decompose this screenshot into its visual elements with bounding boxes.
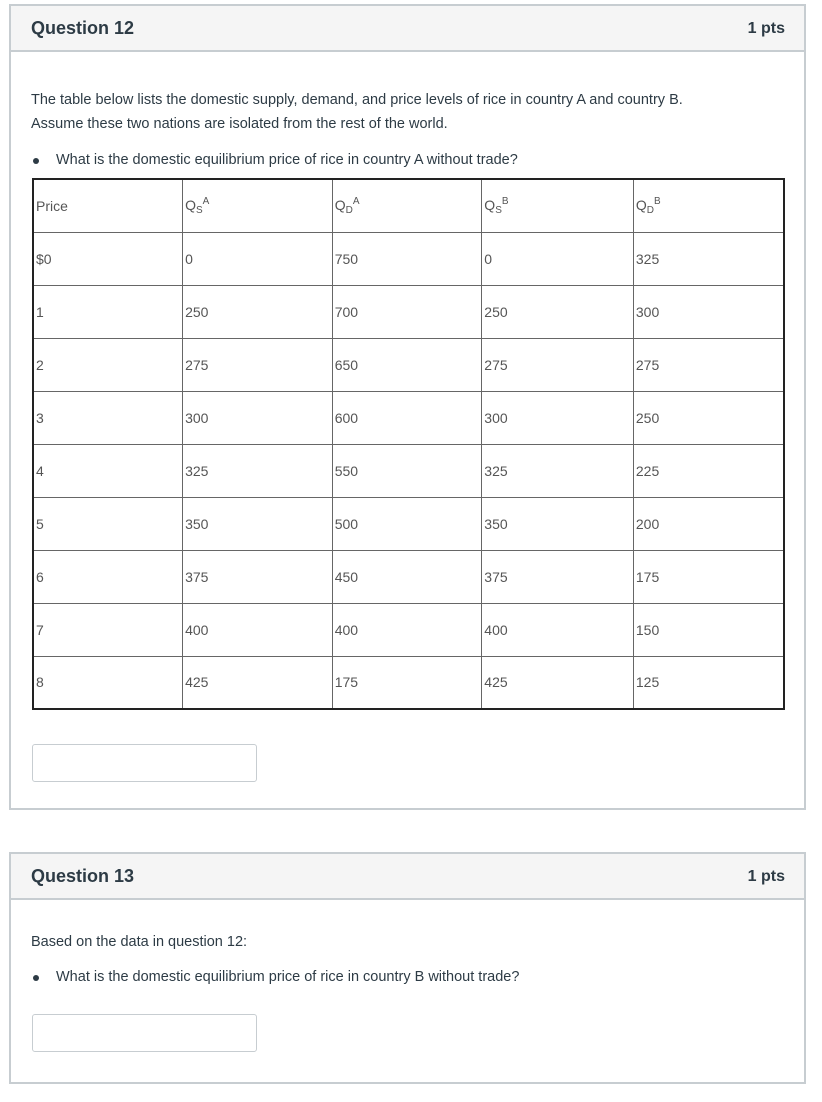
table-cell: 0 — [482, 232, 634, 285]
header-main-text: Q — [185, 196, 196, 213]
question-13-intro: Based on the data in question 12: — [31, 934, 248, 950]
table-cell: 400 — [482, 603, 634, 656]
question-12-card — [9, 4, 806, 810]
bullet-icon — [33, 158, 39, 164]
table-cell: 300 — [482, 391, 634, 444]
table-cell: 650 — [332, 338, 482, 391]
question-13-title: Question 13 — [31, 866, 135, 886]
table-cell: 550 — [332, 444, 482, 497]
header-main-text: Q — [484, 196, 496, 213]
question-13-bullet — [31, 967, 519, 987]
header-subscript: S — [196, 204, 203, 216]
table-cell: 150 — [633, 603, 784, 656]
table-header-cell — [482, 179, 634, 232]
header-subscript: S — [495, 204, 502, 216]
table-header-row — [33, 179, 784, 232]
table-cell: 275 — [183, 338, 333, 391]
table-cell: 1 — [33, 285, 183, 338]
question-13-header — [11, 854, 804, 900]
table-cell: 300 — [633, 285, 784, 338]
header-superscript: B — [654, 195, 661, 207]
table-body — [33, 232, 784, 709]
table-cell: 350 — [482, 497, 634, 550]
question-12-answer-input[interactable] — [32, 744, 257, 782]
table-cell: 4 — [33, 444, 183, 497]
table-cell: 275 — [482, 338, 634, 391]
header-superscript: A — [202, 195, 210, 207]
table-cell: 425 — [183, 656, 333, 709]
table-row — [33, 391, 784, 444]
table-cell: 600 — [332, 391, 482, 444]
table-cell: 450 — [332, 550, 482, 603]
table-cell: 7 — [33, 603, 183, 656]
table-row — [33, 497, 784, 550]
question-13-points: 1 pts — [747, 868, 785, 885]
table-cell: 400 — [183, 603, 333, 656]
table-cell: 250 — [633, 391, 784, 444]
header-superscript: B — [501, 195, 509, 207]
table-cell: 3 — [33, 391, 183, 444]
header-subscript: D — [646, 204, 654, 216]
header-subscript: D — [345, 204, 353, 216]
table-cell: 6 — [33, 550, 183, 603]
table-cell: 250 — [183, 285, 333, 338]
table-cell: 325 — [183, 444, 333, 497]
question-13-card — [9, 852, 806, 1084]
table-header-cell — [33, 179, 183, 232]
table-cell: 125 — [633, 656, 784, 709]
header-main-text: Q — [334, 196, 346, 213]
table-cell: 325 — [482, 444, 634, 497]
rice-data-table — [32, 178, 785, 710]
table-cell: $0 — [33, 232, 183, 285]
table-cell: 8 — [33, 656, 183, 709]
bullet-icon — [33, 975, 39, 981]
table-cell: 700 — [332, 285, 482, 338]
question-12-bullet — [31, 150, 518, 170]
table-cell: 325 — [633, 232, 784, 285]
table-cell: 350 — [183, 497, 333, 550]
table-cell: 2 — [33, 338, 183, 391]
header-main-text: Q — [635, 196, 647, 213]
question-13-answer-input[interactable] — [32, 1014, 257, 1052]
table-cell: 300 — [183, 391, 333, 444]
question-12-header — [11, 6, 804, 52]
table-header-cell — [332, 179, 482, 232]
table-cell: 5 — [33, 497, 183, 550]
table-cell: 200 — [633, 497, 784, 550]
table-cell: 500 — [332, 497, 482, 550]
table-cell: 425 — [482, 656, 634, 709]
table-row — [33, 550, 784, 603]
table-row — [33, 232, 784, 285]
question-12-intro-line-1: The table below lists the domestic supply, demand, and price levels of rice in country A and country B. — [31, 92, 683, 108]
table-cell: 175 — [633, 550, 784, 603]
table-cell: 250 — [482, 285, 634, 338]
table-header-cell — [183, 179, 333, 232]
table-cell: 750 — [332, 232, 482, 285]
table-row — [33, 338, 784, 391]
table-cell: 275 — [633, 338, 784, 391]
table-cell: 225 — [633, 444, 784, 497]
table-row — [33, 656, 784, 709]
table-row — [33, 603, 784, 656]
table-row — [33, 285, 784, 338]
table-row — [33, 444, 784, 497]
table-cell: 175 — [332, 656, 482, 709]
table-cell: 375 — [482, 550, 634, 603]
question-13-bullet-text: What is the domestic equilibrium price of rice in country B without trade? — [56, 969, 520, 985]
header-main-text: Price — [36, 197, 68, 214]
question-12-intro-line-2: Assume these two nations are isolated from the rest of the world. — [31, 116, 448, 132]
table-cell: 400 — [332, 603, 482, 656]
header-superscript: A — [352, 195, 360, 207]
table-header-cell — [633, 179, 784, 232]
table-cell: 375 — [183, 550, 333, 603]
question-12-title: Question 12 — [31, 18, 135, 38]
question-12-points: 1 pts — [747, 20, 785, 37]
question-12-bullet-text: What is the domestic equilibrium price of rice in country A without trade? — [56, 152, 518, 168]
table-cell: 0 — [183, 232, 333, 285]
